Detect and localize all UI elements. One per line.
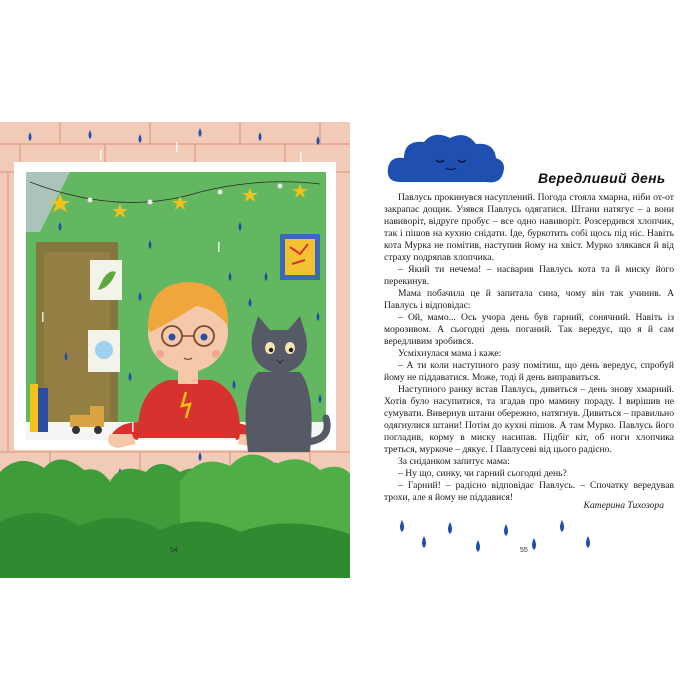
paragraph: – Ну що, синку, чи гарний сьогодні день?	[398, 468, 567, 479]
rain-cloud-icon	[386, 130, 506, 186]
story-body	[384, 192, 674, 504]
paragraph: Мама побачила це й запитала сина, чому він так учинив. А Павлусь і відповідає:	[384, 288, 674, 311]
paragraph: За сніданком запитує мама:	[398, 456, 510, 467]
page-number-left: 54	[170, 547, 178, 554]
page-number-right: 55	[520, 547, 528, 554]
story-author: Катерина Тихозора	[583, 500, 664, 511]
raindrop-icon	[398, 518, 598, 558]
paragraph: – А ти коли наступного разу помітиш, що день вередує, спробуй йому не піддаватися. Може, тоді й день виправиться.	[384, 360, 674, 383]
story-title: Вередливий день	[538, 170, 666, 186]
right-page	[350, 122, 700, 578]
paragraph: – Гарний! – радісно відповідає Павлусь. – Спочатку вередував трохи, але я йому не піддавися!	[384, 480, 674, 503]
illustration	[0, 122, 350, 578]
paragraph: Усміхнулася мама і каже:	[398, 348, 502, 359]
paragraph: Павлусь прокинувся насуплений. Погода стояла хмарна, ніби от-от закрапає дощик. Узявся Павлусь одягатися. Штани натягує – а вони навиворіт, відруге пробує – все одно навиворіт. Розсердився хлопчик, так і пішов на кухню снідати. Іде, буркотить собі щось під ніс. Навіть кота Мурка не помітив, наступив йому на хвіст. Мурко злякався й від страху подряпав хлопчика.	[384, 192, 674, 263]
book-spread	[0, 122, 700, 578]
paragraph: – Ой, мамо... Ось учора день був гарний, сонячний. Навіть із морозивом. А сьогодні день поганий. Так вередує, що я й сам вередливим зробився.	[384, 312, 674, 347]
paragraph: Наступного ранку встав Павлусь, дивиться – день знову хмарний. Хотів було насупитися, та згадав про мамину пораду. І вирішив не сумувати. Вивернув штани обережно, натягнув. Дивиться – правильно одягнулися штани! Потім до кухні пішов. А там Мурко. Павлусь його погладив, корму в миску насипав. Підбіг кіт, об ноги хлопчика треться, муркоче – дякує. І Павлусеві від цього радісно.	[384, 384, 674, 455]
left-page	[0, 122, 350, 578]
paragraph: – Який ти нечема! – насварив Павлусь кота та й миску його перекинув.	[384, 264, 674, 287]
